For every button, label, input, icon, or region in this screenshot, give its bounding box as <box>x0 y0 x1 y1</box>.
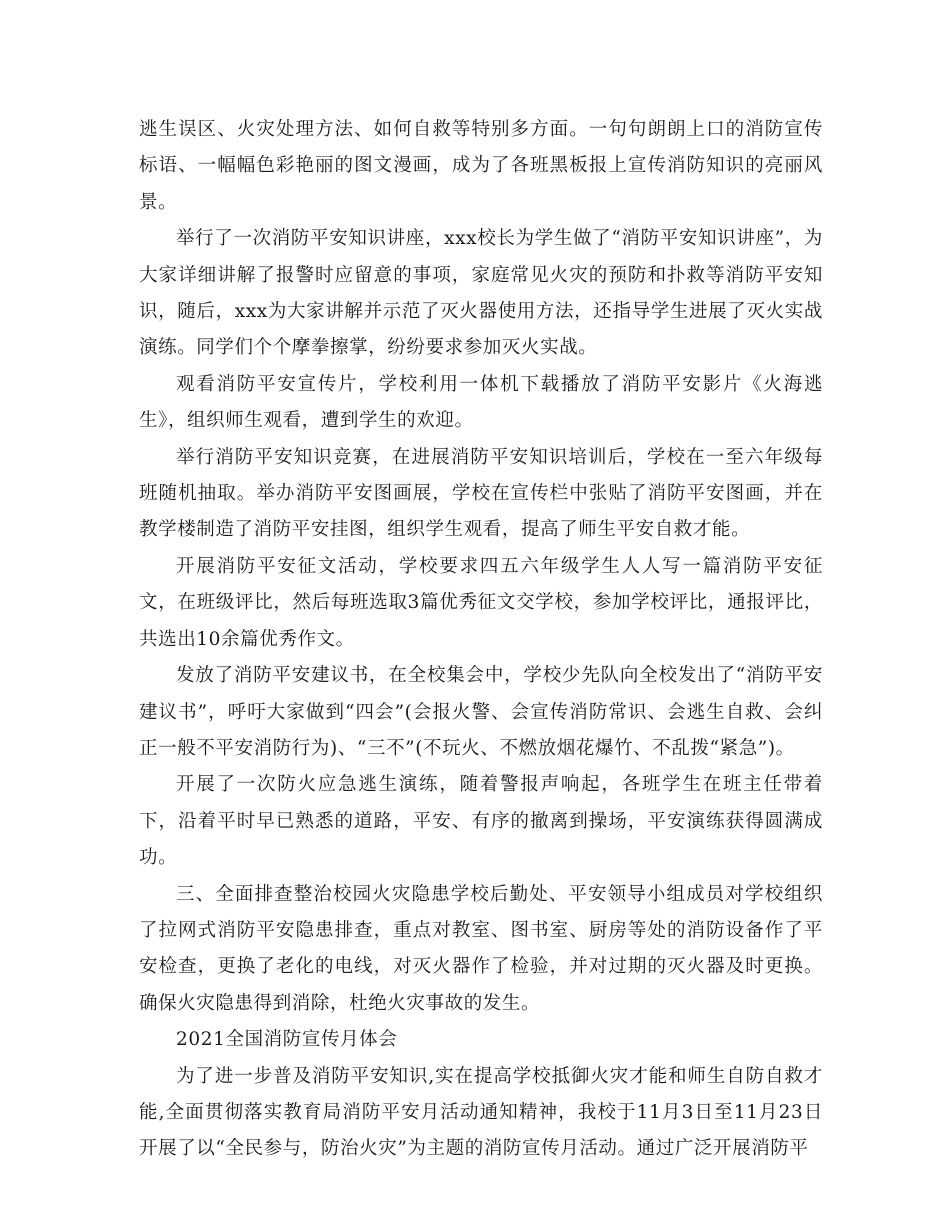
paragraph-9: 为了进一步普及消防平安知识,实在提高学校抵御火灾才能和师生自防自救才能,全面贯彻落实教育局消防平安月活动通知精神，我校于11月3日至11月23日开展了以“全民参与，防治火灾”为主题的消防宣传月活动。通过广泛开展消防平 <box>139 1065 823 1160</box>
paragraph-7: 开展了一次防火应急逃生演练，随着警报声响起，各班学生在班主任带着下，沿着平时早已熟悉的道路，平安、有序的撤离到操场，平安演练获得圆满成功。 <box>139 774 823 869</box>
paragraph-6: 发放了消防平安建议书，在全校集会中，学校少先队向全校发出了“消防平安建议书”，呼吁大家做到“四会”(会报火警、会宣传消防常识、会逃生自救、会纠正一般不平安消防行为)、“三不”(不玩火、不燃放烟花爆竹、不乱拨“紧急”)。 <box>139 665 823 759</box>
paragraph-4: 举行消防平安知识竞赛，在进展消防平安知识培训后，学校在一至六年级每班随机抽取。举办消防平安图画展，学校在宣传栏中张贴了消防平安图画，并在教学楼制造了消防平安挂图，组织学生观看，提高了师生平安自救才能。 <box>139 446 823 541</box>
document-body <box>139 112 823 1168</box>
paragraph-5: 开展消防平安征文活动，学校要求四五六年级学生人人写一篇消防平安征文，在班级评比，然后每班选取3篇优秀征文交学校，参加学校评比，通报评比，共选出10余篇优秀作文。 <box>139 555 823 650</box>
paragraph-8: 三、全面排查整治校园火灾隐患学校后勤处、平安领导小组成员对学校组织了拉网式消防平安隐患排查，重点对教室、图书室、厨房等处的消防设备作了平安检查，更换了老化的电线，对灭火器作了检验，并对过期的灭火器及时更换。确保火灾隐患得到消除，杜绝火灾事故的发生。 <box>139 883 823 1014</box>
paragraph-1: 逃生误区、火灾处理方法、如何自救等特别多方面。一句句朗朗上口的消防宣传标语、一幅幅色彩艳丽的图文漫画，成为了各班黑板报上宣传消防知识的亮丽风景。 <box>139 119 823 213</box>
paragraph-3: 观看消防平安宣传片，学校利用一体机下载播放了消防平安影片《火海逃生》，组织师生观看，遭到学生的欢迎。 <box>139 373 823 432</box>
paragraph-2: 举行了一次消防平安知识讲座，xxx校长为学生做了“消防平安知识讲座”，为大家详细讲解了报警时应留意的事项，家庭常见火灾的预防和扑救等消防平安知识，随后，xxx为大家讲解并示范了灭火器使用方法，还指导学生进展了灭火实战演练。同学们个个摩拳擦掌，纷纷要求参加灭火实战。 <box>139 228 823 359</box>
section-heading: 2021全国消防宣传月体会 <box>176 1029 398 1051</box>
